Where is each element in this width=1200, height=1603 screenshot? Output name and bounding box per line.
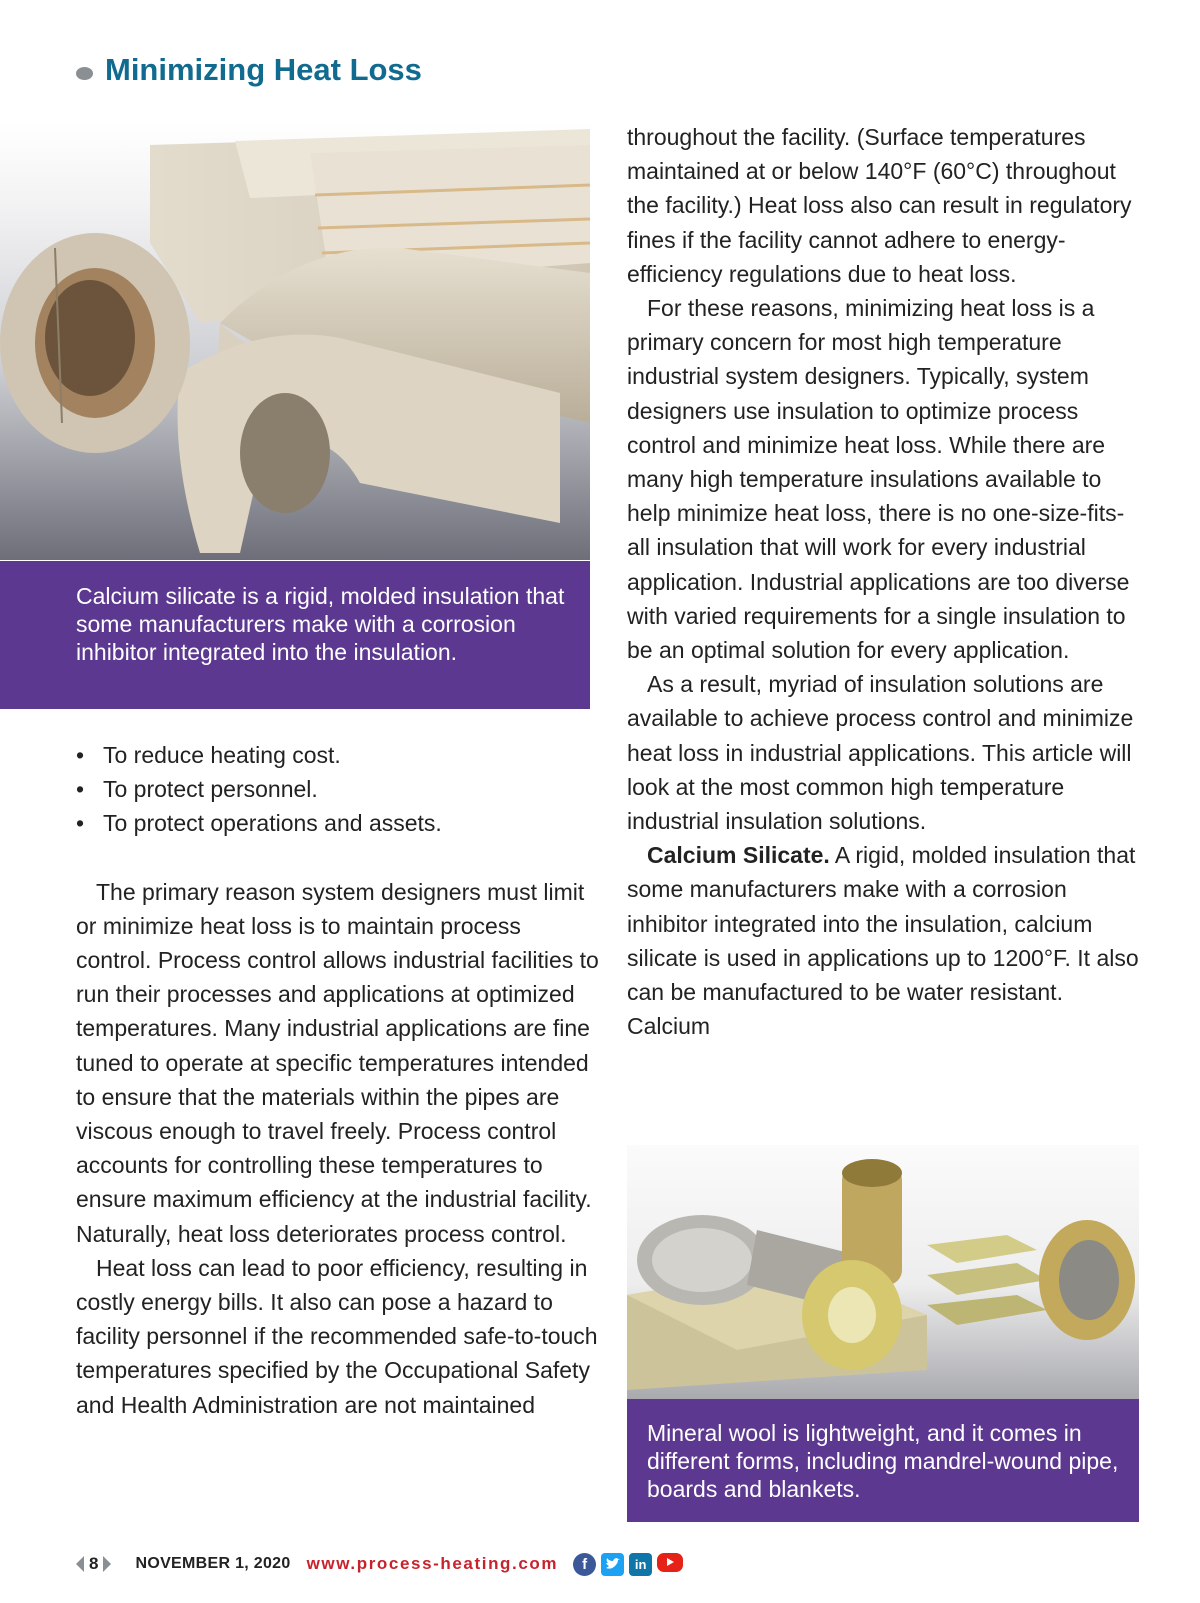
calcium-silicate-illustration: [0, 123, 590, 560]
issue-date: NOVEMBER 1, 2020: [135, 1555, 291, 1572]
list-item: • To reduce heating cost.: [76, 742, 341, 768]
paragraph: As a result, myriad of insulation solutions are available to achieve process control and minimize heat loss in industrial applications. This article will look at the most common high temperature industrial insulation solutions.: [627, 671, 1134, 835]
page-number: 8: [89, 1554, 99, 1573]
page-footer: [76, 1550, 688, 1578]
list-item: • To protect operations and assets.: [76, 810, 442, 837]
mineral-wool-illustration: [627, 1145, 1139, 1399]
paragraph: For these reasons, minimizing heat loss is a primary concern for most high temperature industrial system designers. Typically, system designers use insulation to optimize process control and minimize heat loss. While there are many high temperature insulations available to help minimize heat loss, there is no one-size-fits-all insulation that will work for every industrial application. Industrial applications are too diverse with varied requirements for a single insulation to be an optimal solution for every application.: [627, 295, 1130, 664]
mineral-wool-photo: [627, 1145, 1139, 1399]
section-header: [76, 52, 422, 88]
right-column: [627, 120, 1147, 1043]
left-column: [76, 738, 601, 1422]
caption-text: Calcium silicate is a rigid, molded insulation that some manufacturers make with a corrosion inhibitor integrated into the insulation.: [76, 583, 565, 665]
bullet-dot-icon: [76, 67, 93, 80]
lead-text: A rigid, molded insulation that some manufacturers make with a corrosion inhibitor integrated into the insulation, calcium silicate is used in applications up to 1200°F. It also can be manufactured to be water resistant. Calcium: [627, 842, 1139, 1040]
list-item: • To protect personnel.: [76, 776, 318, 803]
twitter-icon[interactable]: [601, 1553, 624, 1576]
facebook-icon[interactable]: f: [573, 1553, 596, 1576]
section-title: Minimizing Heat Loss: [105, 52, 422, 87]
paragraph: throughout the facility. (Surface temperatures maintained at or below 140°F (60°C) throughout the facility.) Heat loss also can result in regulatory fines if the facility cannot adhere to energy-efficiency regulations due to heat loss.: [627, 124, 1132, 287]
calcium-silicate-photo: [0, 123, 590, 560]
figure-caption: [627, 1399, 1139, 1522]
paragraph: Heat loss can lead to poor efficiency, resulting in costly energy bills. It also can pose a hazard to facility personnel if the recommended safe-to-touch temperatures specified by the Occupational Safety and Health Administration are not maintained: [76, 1254, 598, 1418]
youtube-icon[interactable]: [657, 1553, 683, 1572]
caption-text: Mineral wool is lightweight, and it comes in different forms, including mandrel-wound pipe, boards and blankets.: [647, 1420, 1119, 1502]
bullet-list: [76, 738, 601, 841]
figure-caption: [0, 561, 590, 709]
arrow-left-icon: [76, 1556, 84, 1572]
social-links: [573, 1553, 688, 1576]
arrow-right-icon: [103, 1556, 111, 1572]
paragraph: The primary reason system designers must limit or minimize heat loss is to maintain process control. Process control allows industrial facilities to run their processes and applications at optimized temperatures. Many industrial applications are fine tuned to operate at specific temperatures intended to ensure that the materials within the pipes are viscous enough to travel freely. Process control accounts for controlling these temperatures to ensure maximum efficiency at the industrial facility. Naturally, heat loss deteriorates process control.: [76, 878, 599, 1247]
paragraph: [627, 838, 1147, 1043]
website-link[interactable]: www.process-heating.com: [306, 1554, 559, 1573]
lead-in: Calcium Silicate.: [647, 842, 830, 869]
linkedin-icon[interactable]: in: [629, 1553, 652, 1576]
